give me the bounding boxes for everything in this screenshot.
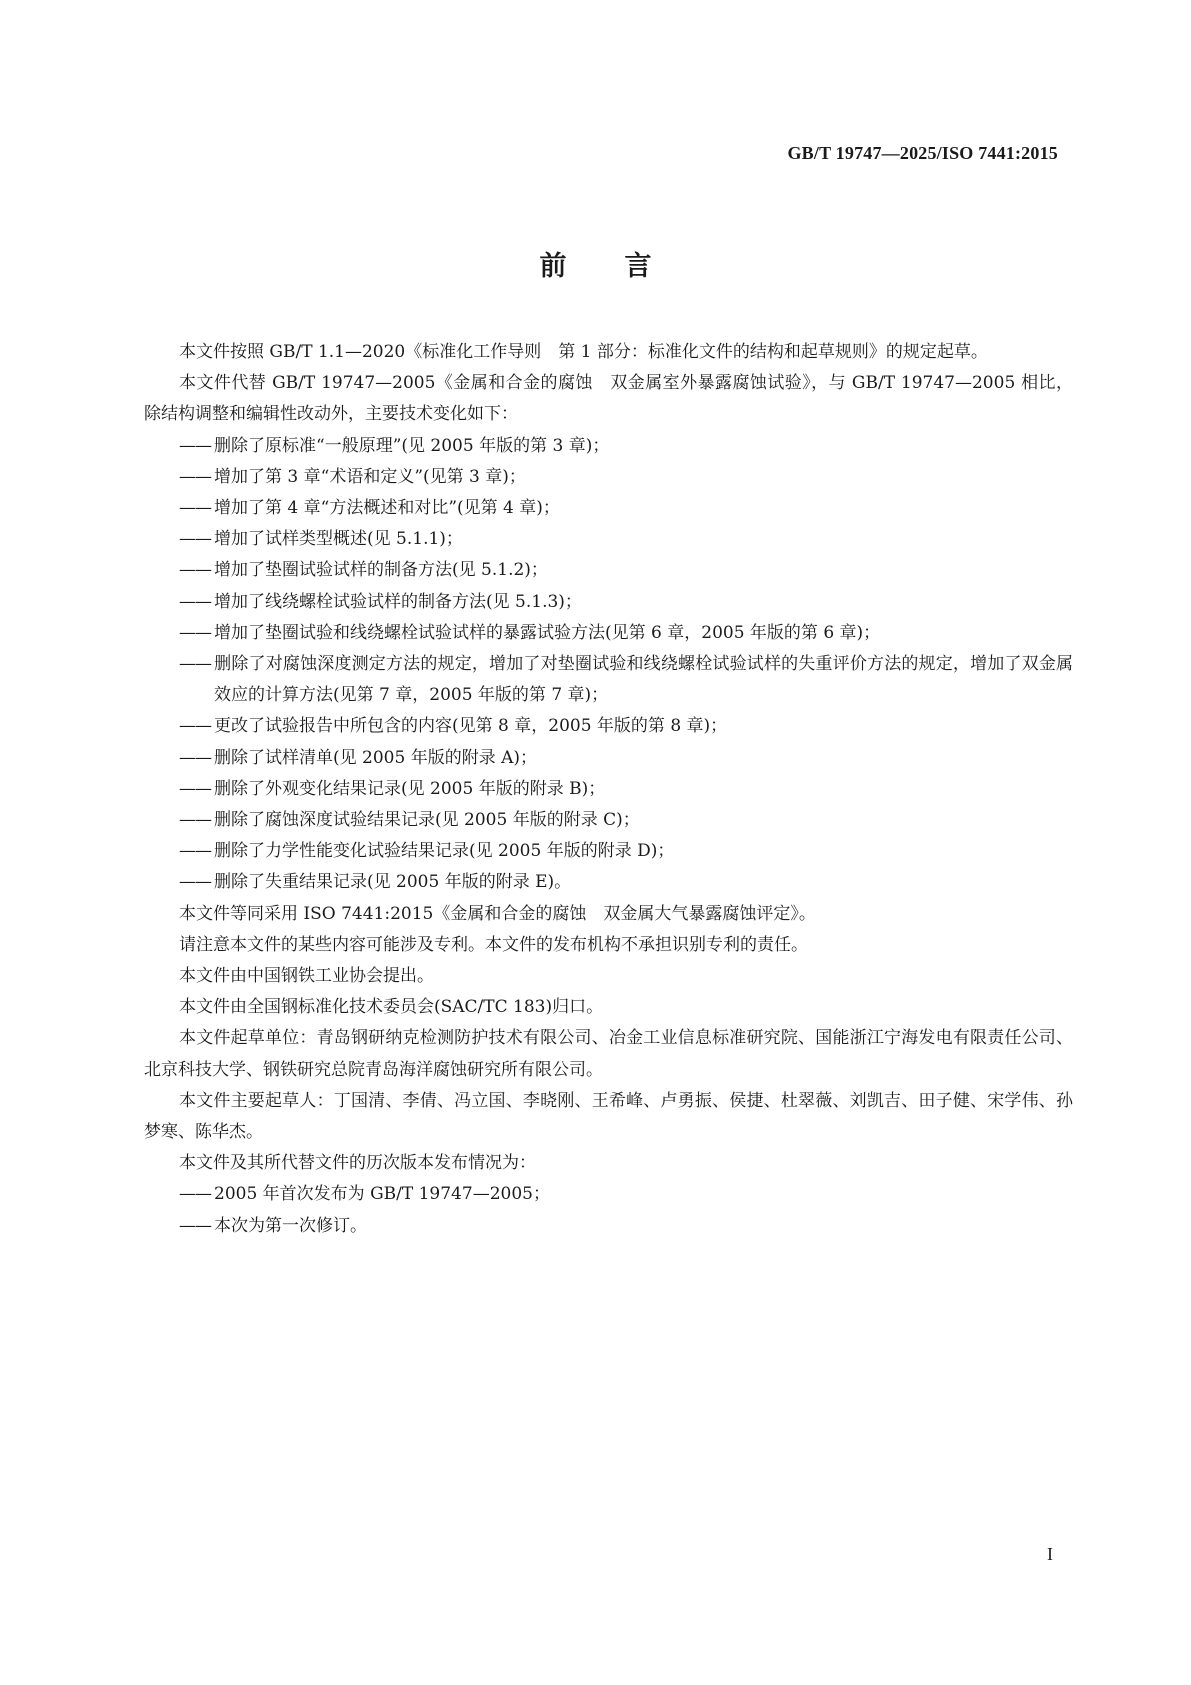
list-item — [144, 867, 1073, 898]
list-item-text: 删除了外观变化结果记录(见 2005 年版的附录 B)； — [214, 778, 606, 799]
dash-marker: —— — [179, 466, 211, 487]
dash-marker: —— — [179, 435, 211, 456]
list-item — [144, 462, 1073, 493]
standard-code: GB/T 19747—2025/ISO 7441:2015 — [787, 143, 1058, 163]
dash-marker: —— — [179, 872, 211, 893]
paragraph-patent-notice: 请注意本文件的某些内容可能涉及专利。本文件的发布机构不承担识别专利的责任。 — [179, 934, 808, 955]
list-item-text: 删除了失重结果记录(见 2005 年版的附录 E)。 — [214, 872, 572, 893]
changes-list — [144, 431, 1073, 899]
list-item — [144, 555, 1073, 586]
history-list — [144, 1179, 1073, 1241]
dash-marker: —— — [179, 778, 211, 799]
list-item — [144, 493, 1073, 524]
dash-marker: —— — [179, 591, 211, 612]
paragraph-committee: 本文件由全国钢标准化技术委员会(SAC/TC 183)归口。 — [179, 997, 604, 1018]
list-item-text: 本次为第一次修订。 — [214, 1215, 367, 1236]
dash-marker: —— — [179, 716, 211, 737]
dash-marker: —— — [179, 498, 211, 519]
paragraph-history-intro: 本文件及其所代替文件的历次版本发布情况为： — [179, 1153, 536, 1174]
list-item-text: 增加了试样类型概述(见 5.1.1)； — [214, 529, 463, 550]
paragraph-replacement: 本文件代替 GB/T 19747—2005《金属和合金的腐蚀 双金属室外暴露腐蚀试验》，与 GB/T 19747—2005 相比，除结构调整和编辑性改动外，主要技术变化如下： — [144, 373, 1073, 425]
list-item-text: 增加了线绕螺栓试验试样的制备方法(见 5.1.3)； — [214, 591, 582, 612]
list-item-text: 更改了试验报告中所包含的内容(见第 8 章，2005 年版的第 8 章)； — [214, 716, 728, 737]
foreword-body — [144, 337, 1073, 1242]
dash-marker: —— — [179, 560, 211, 581]
page-title: 前言 — [539, 251, 710, 282]
list-item — [144, 649, 1073, 711]
list-item — [144, 1211, 1073, 1242]
list-item — [144, 1179, 1073, 1210]
dash-marker: —— — [179, 810, 211, 831]
dash-marker: —— — [179, 1184, 211, 1205]
list-item-text: 删除了试样清单(见 2005 年版的附录 A)； — [214, 747, 538, 768]
list-item-text: 增加了第 4 章“方法概述和对比”(见第 4 章)； — [214, 498, 560, 519]
list-item — [144, 774, 1073, 805]
dash-marker: —— — [179, 1215, 211, 1236]
list-item-text: 2005 年首次发布为 GB/T 19747—2005； — [214, 1184, 550, 1205]
dash-marker: —— — [179, 841, 211, 862]
list-item-text: 删除了腐蚀深度试验结果记录(见 2005 年版的附录 C)； — [214, 810, 640, 831]
dash-marker: —— — [179, 747, 211, 768]
dash-marker: —— — [179, 654, 211, 675]
list-item — [144, 743, 1073, 774]
list-item-text: 删除了原标准“一般原理”(见 2005 年版的第 3 章)； — [214, 435, 610, 456]
list-item — [144, 587, 1073, 618]
paragraph-drafting-units: 本文件起草单位：青岛钢研纳克检测防护技术有限公司、冶金工业信息标准研究院、国能浙江宁海发电有限责任公司、北京科技大学、钢铁研究总院青岛海洋腐蚀研究所有限公司。 — [144, 1028, 1073, 1080]
list-item — [144, 836, 1073, 867]
dash-marker: —— — [179, 622, 211, 643]
list-item — [144, 805, 1073, 836]
list-item — [144, 431, 1073, 462]
dash-marker: —— — [179, 529, 211, 550]
page-number: I — [1047, 1544, 1053, 1564]
paragraph-drafting-rules: 本文件按照 GB/T 1.1—2020《标准化工作导则 第 1 部分：标准化文件的结构和起草规则》的规定起草。 — [179, 342, 988, 362]
list-item-text: 删除了力学性能变化试验结果记录(见 2005 年版的附录 D)； — [214, 841, 675, 862]
list-item-text: 增加了垫圈试验和线绕螺栓试验试样的暴露试验方法(见第 6 章，2005 年版的第 6 章)； — [214, 622, 881, 643]
paragraph-adoption: 本文件等同采用 ISO 7441:2015《金属和合金的腐蚀 双金属大气暴露腐蚀评定》。 — [179, 903, 816, 924]
list-item-text: 增加了垫圈试验试样的制备方法(见 5.1.2)； — [214, 560, 548, 581]
list-item — [144, 524, 1073, 555]
list-item — [144, 711, 1073, 742]
list-item — [144, 618, 1073, 649]
paragraph-proposer: 本文件由中国钢铁工业协会提出。 — [179, 966, 434, 987]
list-item-text: 增加了第 3 章“术语和定义”(见第 3 章)； — [214, 466, 526, 487]
list-item-text: 删除了对腐蚀深度测定方法的规定，增加了对垫圈试验和线绕螺栓试验试样的失重评价方法的规定，增加了双金属效应的计算方法(见第 7 章，2005 年版的第 7 章)； — [214, 654, 1073, 706]
paragraph-drafters: 本文件主要起草人：丁国清、李倩、冯立国、李晓刚、王希峰、卢勇振、侯捷、杜翠薇、刘凯吉、田子健、宋学伟、孙梦寒、陈华杰。 — [144, 1090, 1073, 1143]
